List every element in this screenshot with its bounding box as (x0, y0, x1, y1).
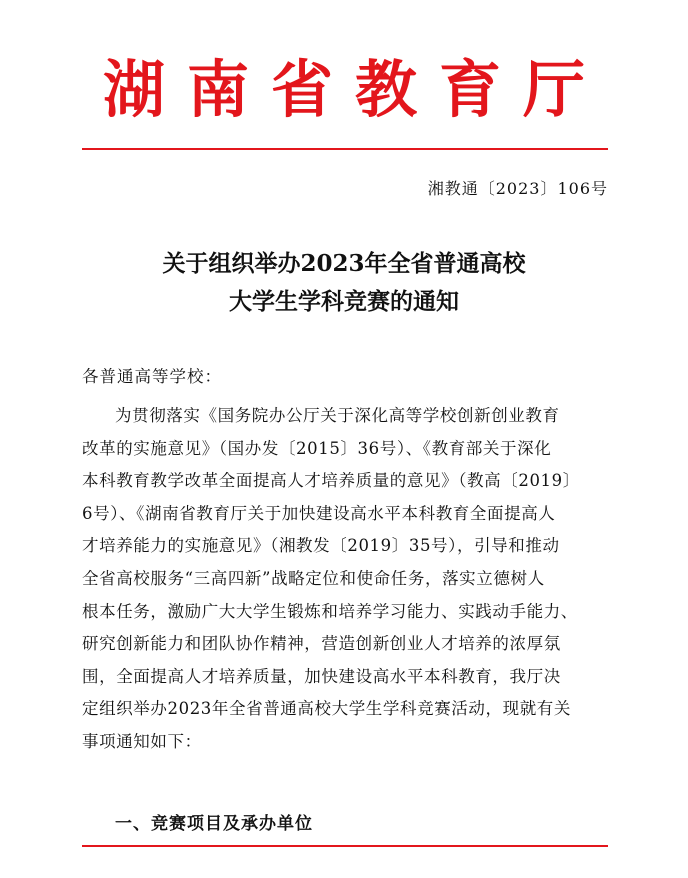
body-paragraph (82, 400, 610, 759)
body-line: 为贯彻落实《国务院办公厅关于深化高等学校创新创业教育 (115, 406, 560, 425)
body-line: 定组织举办2023年全省普通高校大学生学科竞赛活动，现就有关 (82, 699, 571, 719)
body-line: 6号）、《湖南省教育厅关于加快建设高水平本科教育全面提高人 (82, 503, 556, 523)
document-number: 湘教通〔2023〕106号 (427, 179, 608, 198)
body-line: 改革的实施意见》（国办发〔2015〕36号）、《教育部关于深化 (82, 438, 552, 458)
section-heading: 一、竞赛项目及承办单位 (115, 814, 313, 834)
header-divider-top (82, 148, 608, 150)
body-line: 围，全面提高人才培养质量，加快建设高水平本科教育，我厅决 (82, 666, 561, 686)
body-line: 全省高校服务“三高四新”战略定位和使命任务，落实立德树人 (82, 568, 545, 588)
footer-divider (82, 845, 608, 847)
salutation: 各普通高等学校： (82, 367, 222, 386)
notice-title-line-1: 关于组织举办2023年全省普通高校 (162, 250, 526, 277)
body-line: 本科教育教学改革全面提高人才培养质量的意见》（教高〔2019〕 (82, 471, 580, 491)
body-line: 根本任务，激励广大大学生锻炼和培养学习能力、实践动手能力、 (82, 601, 578, 621)
issuer-header: 湖南省教育厅 (102, 53, 607, 126)
notice-title-line-2: 大学生学科竞赛的通知 (229, 288, 459, 315)
body-line: 事项通知如下： (82, 731, 202, 751)
body-line: 才培养能力的实施意见》（湘教发〔2019〕35号），引导和推动 (82, 536, 560, 556)
body-line: 研究创新能力和团队协作精神，营造创新创业人才培养的浓厚氛 (82, 634, 561, 654)
